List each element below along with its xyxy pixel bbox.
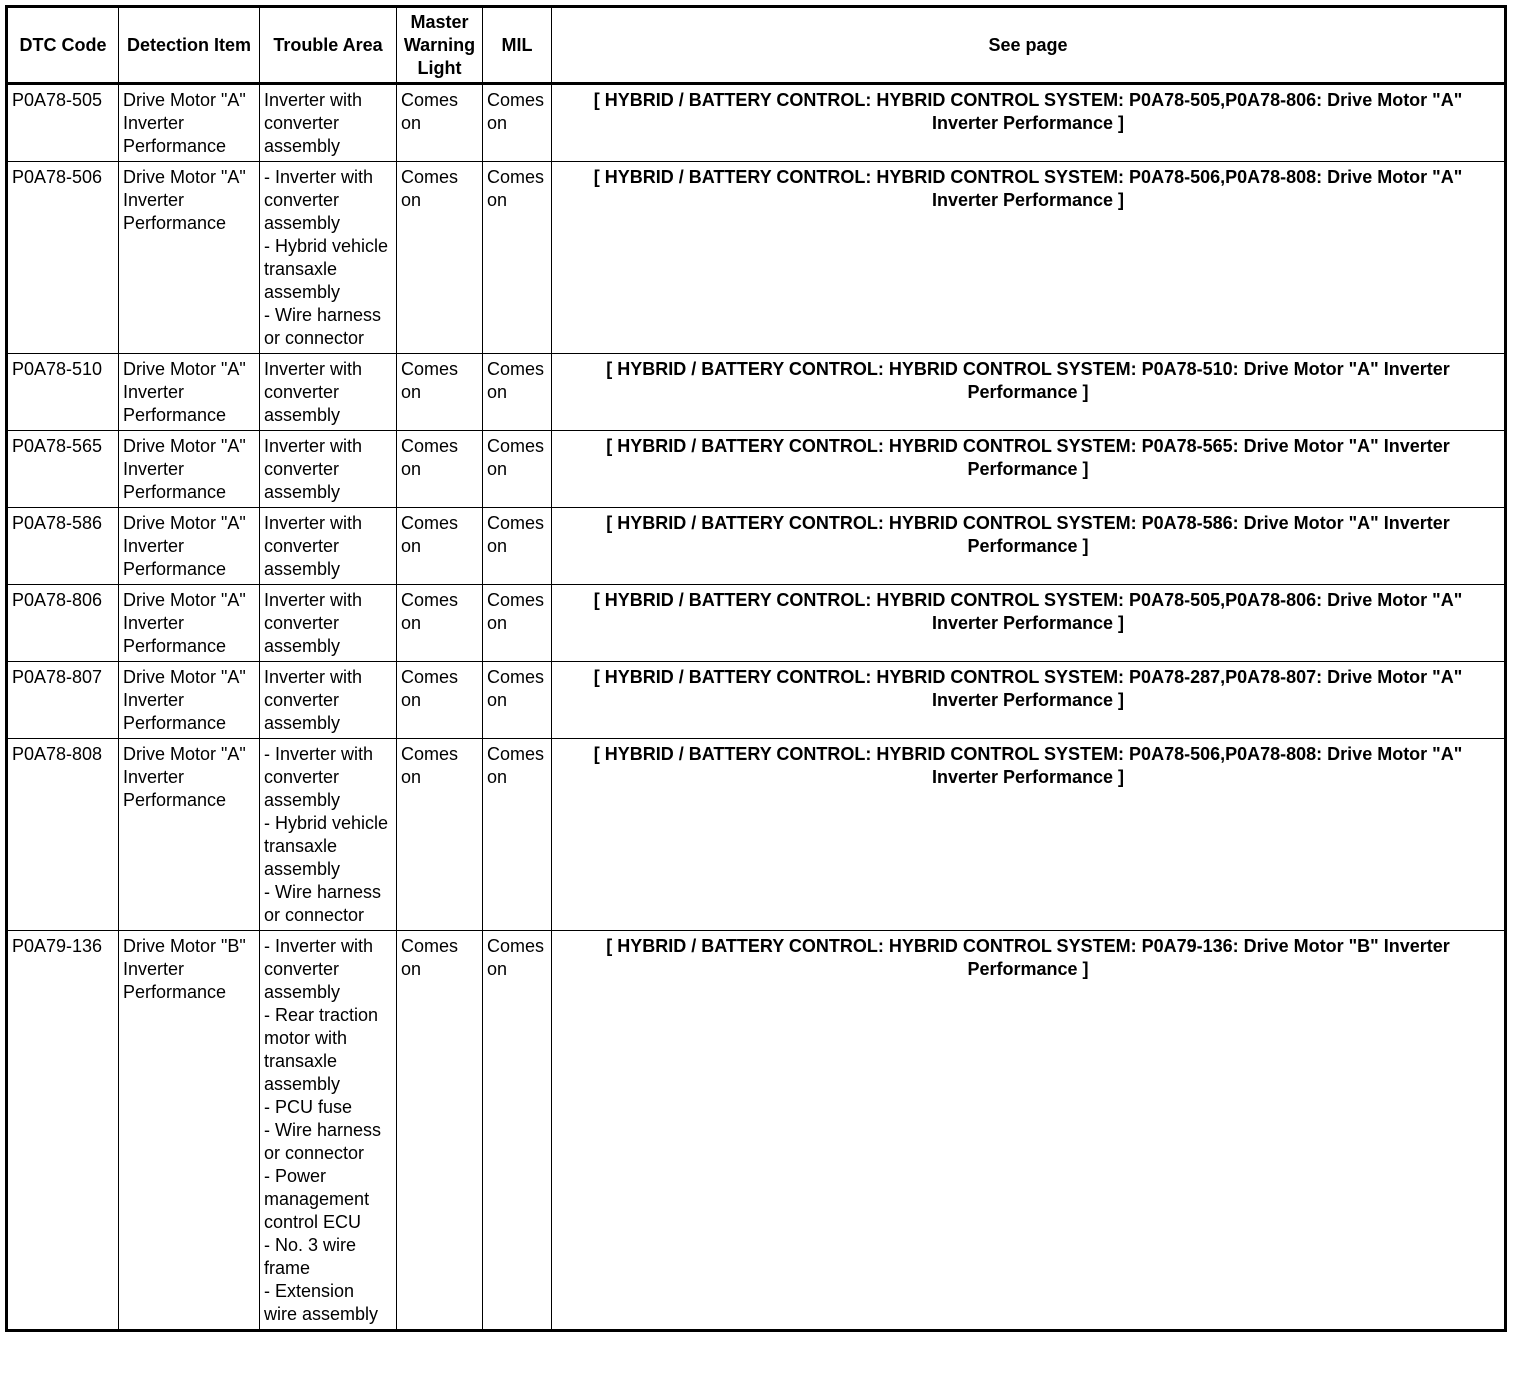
dtc-code-cell: P0A78-505 [7, 84, 119, 162]
dtc-code-cell: P0A78-506 [7, 162, 119, 354]
master-warning-light-cell: Comes on [397, 662, 483, 739]
trouble-area-item: - Extension wire assembly [264, 1281, 379, 1324]
trouble-area-item: Inverter with converter assembly [264, 590, 363, 656]
trouble-area-item: - Inverter with converter assembly [264, 167, 374, 233]
see-page-link[interactable]: [ HYBRID / BATTERY CONTROL: HYBRID CONTROL SYSTEM: P0A78-505,P0A78-806: Drive Motor "A" Inverter Performance ] [552, 585, 1506, 662]
mil-cell: Comes on [483, 585, 552, 662]
see-page-link[interactable]: [ HYBRID / BATTERY CONTROL: HYBRID CONTROL SYSTEM: P0A78-565: Drive Motor "A" Inverter Performance ] [552, 431, 1506, 508]
master-warning-light-cell: Comes on [397, 739, 483, 931]
dtc-code-cell: P0A78-565 [7, 431, 119, 508]
table-row [7, 739, 1506, 931]
detection-item-cell: Drive Motor "A" Inverter Performance [119, 162, 260, 354]
table-row [7, 354, 1506, 431]
mil-cell: Comes on [483, 84, 552, 162]
mil-cell: Comes on [483, 931, 552, 1331]
trouble-area-item: Inverter with converter assembly [264, 90, 363, 156]
mil-cell: Comes on [483, 354, 552, 431]
dtc-code-cell: P0A78-586 [7, 508, 119, 585]
table-row [7, 662, 1506, 739]
see-page-link[interactable]: [ HYBRID / BATTERY CONTROL: HYBRID CONTROL SYSTEM: P0A78-586: Drive Motor "A" Inverter Performance ] [552, 508, 1506, 585]
trouble-area-item: Inverter with converter assembly [264, 513, 363, 579]
trouble-area-cell [260, 739, 397, 931]
mil-cell: Comes on [483, 662, 552, 739]
master-warning-light-cell: Comes on [397, 162, 483, 354]
trouble-area-item: - Inverter with converter assembly [264, 744, 374, 810]
table-header-row [7, 7, 1506, 84]
trouble-area-cell [260, 508, 397, 585]
trouble-area-item: - Rear traction motor with transaxle assembly [264, 1005, 379, 1094]
trouble-area-item: - Power management control ECU [264, 1166, 370, 1232]
detection-item-cell: Drive Motor "B" Inverter Performance [119, 931, 260, 1331]
dtc-code-cell: P0A78-807 [7, 662, 119, 739]
header-mil: MIL [483, 7, 552, 84]
trouble-area-item: - PCU fuse [264, 1097, 353, 1117]
detection-item-cell: Drive Motor "A" Inverter Performance [119, 431, 260, 508]
dtc-code-cell: P0A79-136 [7, 931, 119, 1331]
trouble-area-cell [260, 162, 397, 354]
table-row [7, 84, 1506, 162]
header-master-warning-light: Master Warning Light [397, 7, 483, 84]
detection-item-cell: Drive Motor "A" Inverter Performance [119, 354, 260, 431]
detection-item-cell: Drive Motor "A" Inverter Performance [119, 84, 260, 162]
table-body [7, 84, 1506, 1331]
table-row [7, 508, 1506, 585]
trouble-area-cell [260, 931, 397, 1331]
table-row [7, 931, 1506, 1331]
see-page-link[interactable]: [ HYBRID / BATTERY CONTROL: HYBRID CONTROL SYSTEM: P0A78-510: Drive Motor "A" Inverter Performance ] [552, 354, 1506, 431]
master-warning-light-cell: Comes on [397, 84, 483, 162]
table-row [7, 431, 1506, 508]
detection-item-cell: Drive Motor "A" Inverter Performance [119, 508, 260, 585]
trouble-area-item: Inverter with converter assembly [264, 436, 363, 502]
detection-item-cell: Drive Motor "A" Inverter Performance [119, 739, 260, 931]
dtc-code-cell: P0A78-806 [7, 585, 119, 662]
trouble-area-item: Inverter with converter assembly [264, 359, 363, 425]
header-detection-item: Detection Item [119, 7, 260, 84]
trouble-area-item: - Wire harness or connector [264, 1120, 382, 1163]
trouble-area-cell [260, 84, 397, 162]
dtc-code-cell: P0A78-510 [7, 354, 119, 431]
see-page-link[interactable]: [ HYBRID / BATTERY CONTROL: HYBRID CONTROL SYSTEM: P0A78-506,P0A78-808: Drive Motor "A" Inverter Performance ] [552, 739, 1506, 931]
see-page-link[interactable]: [ HYBRID / BATTERY CONTROL: HYBRID CONTROL SYSTEM: P0A78-505,P0A78-806: Drive Motor "A" Inverter Performance ] [552, 84, 1506, 162]
mil-cell: Comes on [483, 162, 552, 354]
header-see-page: See page [552, 7, 1506, 84]
master-warning-light-cell: Comes on [397, 585, 483, 662]
table-row [7, 585, 1506, 662]
master-warning-light-cell: Comes on [397, 354, 483, 431]
mil-cell: Comes on [483, 739, 552, 931]
trouble-area-item: - Wire harness or connector [264, 882, 382, 925]
dtc-table [5, 5, 1507, 1332]
trouble-area-item: - Hybrid vehicle transaxle assembly [264, 813, 389, 879]
master-warning-light-cell: Comes on [397, 508, 483, 585]
trouble-area-cell [260, 585, 397, 662]
trouble-area-item: - No. 3 wire frame [264, 1235, 357, 1278]
mil-cell: Comes on [483, 508, 552, 585]
trouble-area-item: - Inverter with converter assembly [264, 936, 374, 1002]
see-page-link[interactable]: [ HYBRID / BATTERY CONTROL: HYBRID CONTROL SYSTEM: P0A78-506,P0A78-808: Drive Motor "A" Inverter Performance ] [552, 162, 1506, 354]
trouble-area-item: - Wire harness or connector [264, 305, 382, 348]
trouble-area-item: Inverter with converter assembly [264, 667, 363, 733]
trouble-area-cell [260, 662, 397, 739]
master-warning-light-cell: Comes on [397, 431, 483, 508]
detection-item-cell: Drive Motor "A" Inverter Performance [119, 585, 260, 662]
trouble-area-cell [260, 431, 397, 508]
mil-cell: Comes on [483, 431, 552, 508]
master-warning-light-cell: Comes on [397, 931, 483, 1331]
table-row [7, 162, 1506, 354]
trouble-area-cell [260, 354, 397, 431]
trouble-area-item: - Hybrid vehicle transaxle assembly [264, 236, 389, 302]
see-page-link[interactable]: [ HYBRID / BATTERY CONTROL: HYBRID CONTROL SYSTEM: P0A79-136: Drive Motor "B" Inverter Performance ] [552, 931, 1506, 1331]
dtc-code-cell: P0A78-808 [7, 739, 119, 931]
header-trouble-area: Trouble Area [260, 7, 397, 84]
header-dtc-code: DTC Code [7, 7, 119, 84]
see-page-link[interactable]: [ HYBRID / BATTERY CONTROL: HYBRID CONTROL SYSTEM: P0A78-287,P0A78-807: Drive Motor "A" Inverter Performance ] [552, 662, 1506, 739]
detection-item-cell: Drive Motor "A" Inverter Performance [119, 662, 260, 739]
